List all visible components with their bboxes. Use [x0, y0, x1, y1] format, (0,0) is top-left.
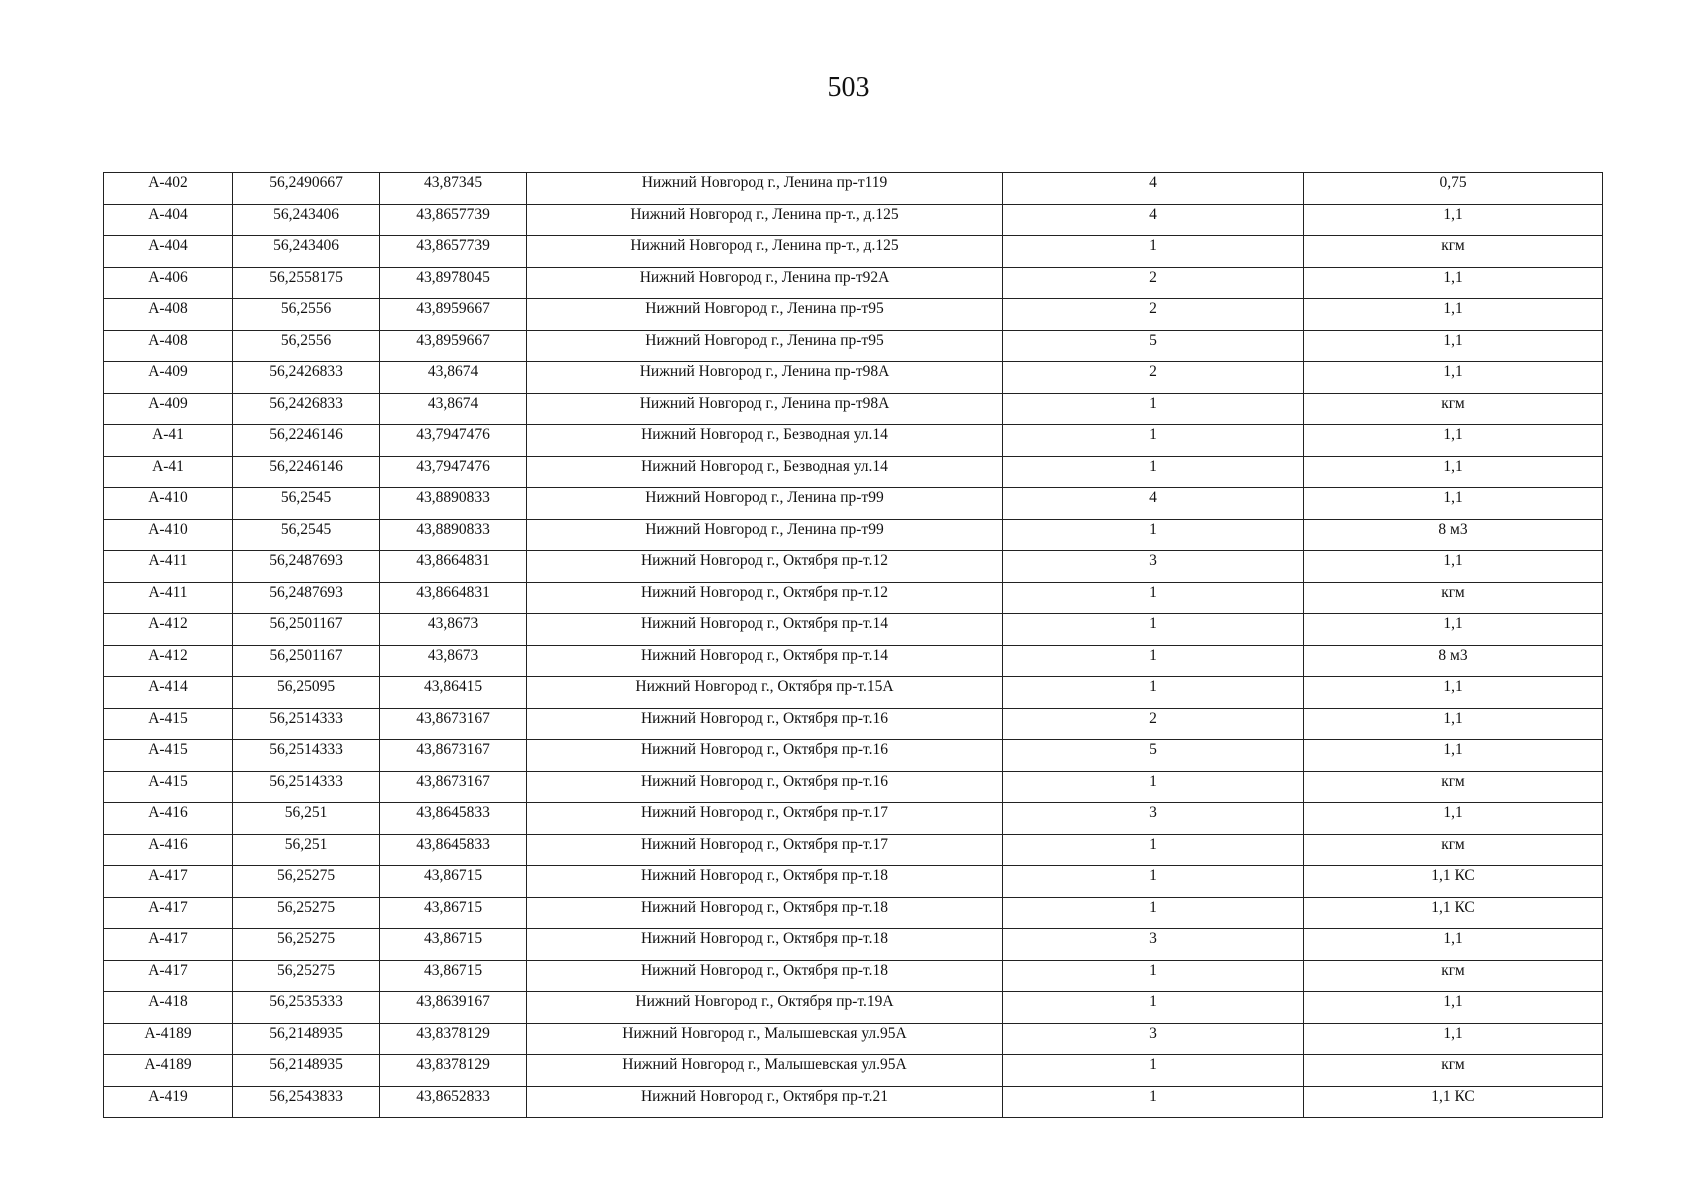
table-row	[104, 929, 1603, 961]
container-volume-cell: 8 м3	[1304, 645, 1603, 677]
table-row	[104, 330, 1603, 362]
latitude-cell: 56,2426833	[233, 362, 380, 394]
longitude-cell: 43,86715	[380, 866, 527, 898]
container-count-cell: 1	[1003, 834, 1304, 866]
table-row	[104, 488, 1603, 520]
table-row	[104, 267, 1603, 299]
table-row	[104, 992, 1603, 1024]
container-volume-cell: 1,1 КС	[1304, 897, 1603, 929]
container-count-cell: 4	[1003, 173, 1304, 205]
longitude-cell: 43,8652833	[380, 1086, 527, 1118]
longitude-cell: 43,8890833	[380, 519, 527, 551]
site-id-cell: А-410	[104, 488, 233, 520]
longitude-cell: 43,87345	[380, 173, 527, 205]
address-cell: Нижний Новгород г., Октября пр-т.17	[527, 834, 1003, 866]
container-count-cell: 1	[1003, 1086, 1304, 1118]
longitude-cell: 43,86715	[380, 960, 527, 992]
site-id-cell: А-412	[104, 614, 233, 646]
site-id-cell: А-409	[104, 393, 233, 425]
site-id-cell: А-410	[104, 519, 233, 551]
longitude-cell: 43,8378129	[380, 1055, 527, 1087]
table-row	[104, 236, 1603, 268]
table-row	[104, 614, 1603, 646]
site-id-cell: А-406	[104, 267, 233, 299]
container-count-cell: 3	[1003, 929, 1304, 961]
site-id-cell: А-415	[104, 771, 233, 803]
longitude-cell: 43,8673167	[380, 740, 527, 772]
container-count-cell: 1	[1003, 456, 1304, 488]
longitude-cell: 43,8978045	[380, 267, 527, 299]
table-row	[104, 1055, 1603, 1087]
table-row	[104, 897, 1603, 929]
site-id-cell: А-404	[104, 236, 233, 268]
container-volume-cell: кгм	[1304, 834, 1603, 866]
site-id-cell: А-415	[104, 708, 233, 740]
container-count-cell: 3	[1003, 803, 1304, 835]
latitude-cell: 56,25275	[233, 866, 380, 898]
container-volume-cell: 1,1 КС	[1304, 1086, 1603, 1118]
container-site-table	[103, 172, 1603, 1118]
container-volume-cell: 1,1	[1304, 614, 1603, 646]
address-cell: Нижний Новгород г., Ленина пр-т95	[527, 299, 1003, 331]
container-volume-cell: 1,1	[1304, 456, 1603, 488]
table-body	[104, 173, 1603, 1118]
longitude-cell: 43,8378129	[380, 1023, 527, 1055]
latitude-cell: 56,2246146	[233, 425, 380, 457]
address-cell: Нижний Новгород г., Ленина пр-т95	[527, 330, 1003, 362]
address-cell: Нижний Новгород г., Октября пр-т.14	[527, 645, 1003, 677]
table-row	[104, 834, 1603, 866]
table-row	[104, 1023, 1603, 1055]
site-id-cell: А-41	[104, 425, 233, 457]
address-cell: Нижний Новгород г., Малышевская ул.95А	[527, 1023, 1003, 1055]
container-volume-cell: 1,1	[1304, 803, 1603, 835]
container-count-cell: 1	[1003, 992, 1304, 1024]
longitude-cell: 43,8645833	[380, 803, 527, 835]
container-volume-cell: 1,1	[1304, 708, 1603, 740]
longitude-cell: 43,86415	[380, 677, 527, 709]
address-cell: Нижний Новгород г., Октября пр-т.21	[527, 1086, 1003, 1118]
latitude-cell: 56,25275	[233, 897, 380, 929]
site-id-cell: А-408	[104, 299, 233, 331]
table-row	[104, 740, 1603, 772]
latitude-cell: 56,243406	[233, 204, 380, 236]
latitude-cell: 56,2535333	[233, 992, 380, 1024]
container-volume-cell: кгм	[1304, 1055, 1603, 1087]
container-count-cell: 3	[1003, 1023, 1304, 1055]
address-cell: Нижний Новгород г., Октября пр-т.14	[527, 614, 1003, 646]
latitude-cell: 56,2426833	[233, 393, 380, 425]
table-row	[104, 173, 1603, 205]
latitude-cell: 56,2556	[233, 330, 380, 362]
table-row	[104, 299, 1603, 331]
container-volume-cell: кгм	[1304, 960, 1603, 992]
latitude-cell: 56,2246146	[233, 456, 380, 488]
latitude-cell: 56,251	[233, 834, 380, 866]
address-cell: Нижний Новгород г., Октября пр-т.18	[527, 960, 1003, 992]
container-volume-cell: 1,1	[1304, 1023, 1603, 1055]
container-count-cell: 2	[1003, 708, 1304, 740]
longitude-cell: 43,8674	[380, 393, 527, 425]
container-volume-cell: кгм	[1304, 582, 1603, 614]
latitude-cell: 56,2501167	[233, 645, 380, 677]
latitude-cell: 56,25095	[233, 677, 380, 709]
container-volume-cell: 1,1	[1304, 488, 1603, 520]
table-row	[104, 960, 1603, 992]
site-id-cell: А-411	[104, 582, 233, 614]
latitude-cell: 56,2501167	[233, 614, 380, 646]
table-row	[104, 866, 1603, 898]
table-row	[104, 362, 1603, 394]
site-id-cell: А-4189	[104, 1023, 233, 1055]
address-cell: Нижний Новгород г., Октября пр-т.17	[527, 803, 1003, 835]
address-cell: Нижний Новгород г., Ленина пр-т., д.125	[527, 204, 1003, 236]
longitude-cell: 43,8673	[380, 614, 527, 646]
longitude-cell: 43,8664831	[380, 551, 527, 583]
container-count-cell: 5	[1003, 330, 1304, 362]
site-id-cell: А-416	[104, 803, 233, 835]
address-cell: Нижний Новгород г., Безводная ул.14	[527, 425, 1003, 457]
address-cell: Нижний Новгород г., Ленина пр-т., д.125	[527, 236, 1003, 268]
address-cell: Нижний Новгород г., Безводная ул.14	[527, 456, 1003, 488]
site-id-cell: А-41	[104, 456, 233, 488]
longitude-cell: 43,8959667	[380, 299, 527, 331]
container-count-cell: 1	[1003, 614, 1304, 646]
address-cell: Нижний Новгород г., Ленина пр-т92А	[527, 267, 1003, 299]
latitude-cell: 56,2545	[233, 488, 380, 520]
table-row	[104, 645, 1603, 677]
site-id-cell: А-402	[104, 173, 233, 205]
table-row	[104, 204, 1603, 236]
longitude-cell: 43,8657739	[380, 204, 527, 236]
address-cell: Нижний Новгород г., Малышевская ул.95А	[527, 1055, 1003, 1087]
address-cell: Нижний Новгород г., Октября пр-т.12	[527, 582, 1003, 614]
container-count-cell: 4	[1003, 204, 1304, 236]
container-volume-cell: 1,1	[1304, 299, 1603, 331]
container-volume-cell: 1,1 КС	[1304, 866, 1603, 898]
container-volume-cell: 1,1	[1304, 740, 1603, 772]
container-volume-cell: 1,1	[1304, 551, 1603, 583]
site-id-cell: А-416	[104, 834, 233, 866]
container-volume-cell: кгм	[1304, 771, 1603, 803]
container-volume-cell: 1,1	[1304, 929, 1603, 961]
container-count-cell: 1	[1003, 677, 1304, 709]
site-id-cell: А-412	[104, 645, 233, 677]
page-number: 503	[827, 72, 870, 103]
latitude-cell: 56,25275	[233, 929, 380, 961]
container-volume-cell: 1,1	[1304, 204, 1603, 236]
latitude-cell: 56,2490667	[233, 173, 380, 205]
container-count-cell: 2	[1003, 267, 1304, 299]
container-count-cell: 5	[1003, 740, 1304, 772]
longitude-cell: 43,8645833	[380, 834, 527, 866]
site-id-cell: А-414	[104, 677, 233, 709]
address-cell: Нижний Новгород г., Ленина пр-т119	[527, 173, 1003, 205]
table-row	[104, 519, 1603, 551]
container-count-cell: 1	[1003, 866, 1304, 898]
container-count-cell: 1	[1003, 645, 1304, 677]
latitude-cell: 56,2148935	[233, 1055, 380, 1087]
longitude-cell: 43,8959667	[380, 330, 527, 362]
longitude-cell: 43,8890833	[380, 488, 527, 520]
longitude-cell: 43,8657739	[380, 236, 527, 268]
latitude-cell: 56,243406	[233, 236, 380, 268]
longitude-cell: 43,8639167	[380, 992, 527, 1024]
site-id-cell: А-417	[104, 960, 233, 992]
table-row	[104, 677, 1603, 709]
longitude-cell: 43,7947476	[380, 456, 527, 488]
latitude-cell: 56,2487693	[233, 551, 380, 583]
site-id-cell: А-409	[104, 362, 233, 394]
longitude-cell: 43,7947476	[380, 425, 527, 457]
table-row	[104, 771, 1603, 803]
address-cell: Нижний Новгород г., Октября пр-т.19А	[527, 992, 1003, 1024]
container-volume-cell: 1,1	[1304, 362, 1603, 394]
longitude-cell: 43,8673	[380, 645, 527, 677]
container-volume-cell: 1,1	[1304, 425, 1603, 457]
table-row	[104, 393, 1603, 425]
site-id-cell: А-417	[104, 897, 233, 929]
address-cell: Нижний Новгород г., Ленина пр-т98А	[527, 393, 1003, 425]
address-cell: Нижний Новгород г., Ленина пр-т99	[527, 488, 1003, 520]
site-id-cell: А-418	[104, 992, 233, 1024]
container-volume-cell: 1,1	[1304, 992, 1603, 1024]
latitude-cell: 56,2148935	[233, 1023, 380, 1055]
address-cell: Нижний Новгород г., Ленина пр-т99	[527, 519, 1003, 551]
container-count-cell: 1	[1003, 960, 1304, 992]
latitude-cell: 56,2514333	[233, 708, 380, 740]
container-count-cell: 2	[1003, 362, 1304, 394]
container-volume-cell: кгм	[1304, 393, 1603, 425]
address-cell: Нижний Новгород г., Октября пр-т.18	[527, 897, 1003, 929]
longitude-cell: 43,86715	[380, 897, 527, 929]
address-cell: Нижний Новгород г., Октября пр-т.18	[527, 929, 1003, 961]
site-id-cell: А-417	[104, 866, 233, 898]
longitude-cell: 43,86715	[380, 929, 527, 961]
site-id-cell: А-4189	[104, 1055, 233, 1087]
container-count-cell: 1	[1003, 1055, 1304, 1087]
address-cell: Нижний Новгород г., Ленина пр-т98А	[527, 362, 1003, 394]
container-count-cell: 1	[1003, 582, 1304, 614]
site-id-cell: А-415	[104, 740, 233, 772]
latitude-cell: 56,2556	[233, 299, 380, 331]
table-row	[104, 803, 1603, 835]
longitude-cell: 43,8674	[380, 362, 527, 394]
container-count-cell: 1	[1003, 425, 1304, 457]
address-cell: Нижний Новгород г., Октября пр-т.15А	[527, 677, 1003, 709]
longitude-cell: 43,8673167	[380, 708, 527, 740]
address-cell: Нижний Новгород г., Октября пр-т.18	[527, 866, 1003, 898]
latitude-cell: 56,25275	[233, 960, 380, 992]
latitude-cell: 56,251	[233, 803, 380, 835]
container-count-cell: 1	[1003, 897, 1304, 929]
container-volume-cell: 1,1	[1304, 330, 1603, 362]
container-count-cell: 3	[1003, 551, 1304, 583]
container-count-cell: 2	[1003, 299, 1304, 331]
longitude-cell: 43,8664831	[380, 582, 527, 614]
address-cell: Нижний Новгород г., Октября пр-т.16	[527, 740, 1003, 772]
container-volume-cell: 1,1	[1304, 267, 1603, 299]
table-row	[104, 708, 1603, 740]
latitude-cell: 56,2558175	[233, 267, 380, 299]
table-row	[104, 1086, 1603, 1118]
container-volume-cell: 1,1	[1304, 677, 1603, 709]
site-id-cell: А-411	[104, 551, 233, 583]
site-id-cell: А-408	[104, 330, 233, 362]
container-volume-cell: 8 м3	[1304, 519, 1603, 551]
address-cell: Нижний Новгород г., Октября пр-т.16	[527, 708, 1003, 740]
address-cell: Нижний Новгород г., Октября пр-т.12	[527, 551, 1003, 583]
site-id-cell: А-417	[104, 929, 233, 961]
container-volume-cell: кгм	[1304, 236, 1603, 268]
latitude-cell: 56,2543833	[233, 1086, 380, 1118]
table-row	[104, 456, 1603, 488]
address-cell: Нижний Новгород г., Октября пр-т.16	[527, 771, 1003, 803]
container-count-cell: 1	[1003, 519, 1304, 551]
container-count-cell: 1	[1003, 236, 1304, 268]
container-count-cell: 1	[1003, 771, 1304, 803]
site-id-cell: А-404	[104, 204, 233, 236]
latitude-cell: 56,2487693	[233, 582, 380, 614]
table-row	[104, 551, 1603, 583]
longitude-cell: 43,8673167	[380, 771, 527, 803]
table-row	[104, 582, 1603, 614]
latitude-cell: 56,2514333	[233, 740, 380, 772]
container-count-cell: 1	[1003, 393, 1304, 425]
container-count-cell: 4	[1003, 488, 1304, 520]
latitude-cell: 56,2545	[233, 519, 380, 551]
site-id-cell: А-419	[104, 1086, 233, 1118]
table-row	[104, 425, 1603, 457]
container-volume-cell: 0,75	[1304, 173, 1603, 205]
latitude-cell: 56,2514333	[233, 771, 380, 803]
